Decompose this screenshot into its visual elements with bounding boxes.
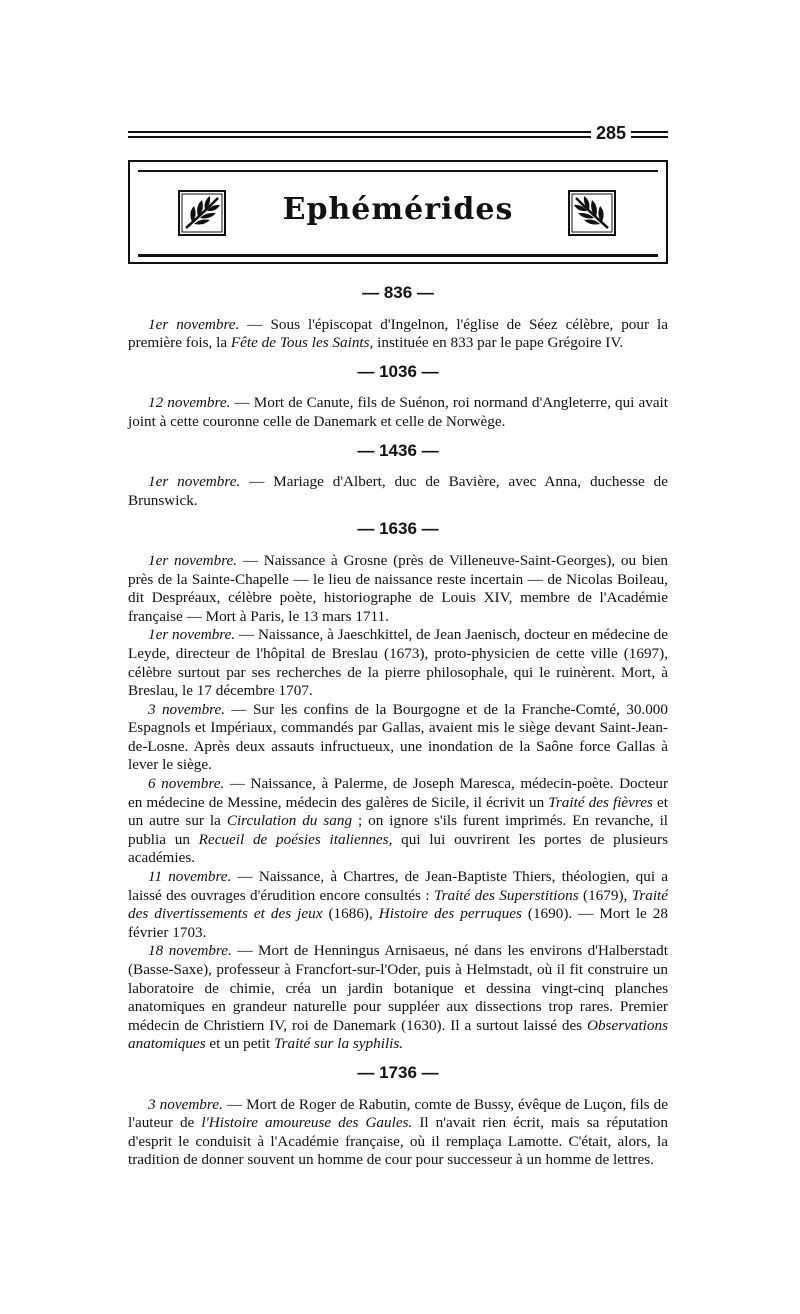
italic-title: Traité des Superstitions [433,886,579,904]
entry-text: instituée en 833 par le pape Grégoire IV. [373,334,624,352]
entry-date: 6 novembre. [148,775,225,793]
entry-date: 1er novembre. [148,473,241,491]
text-body [128,284,668,1170]
year-heading: — 1036 — [357,361,439,381]
entry-date: 11 novembre. [148,868,232,886]
entry-text: (1679), [578,886,632,904]
entry-text: — Naissance, à Chartres, de Jean-Baptiste Thiers, théologien, qui a laissé des ouvrages d'érudition encore consultés : [128,868,668,904]
entry-paragraph [128,473,668,510]
year-heading: — 1436 — [357,440,439,460]
entry-text: — Mort de Canute, fils de Suénon, roi normand d'Angleterre, qui avait joint à cette couronne celle de Danemark et celle de Norwège. [128,394,668,430]
entry-text: — Naissance, à Jaeschkittel, de Jean Jaenisch, docteur en médecine de Leyde, directeur de l'hôpital de Breslau (1673), proto-physicien de cette ville (1697), célèbre surtout par ses recherches de la pierre philosophale, qui le ruinèrent. Mort, à Breslau, le 17 décembre 1707. [128,626,668,700]
italic-title: Traité sur la syphilis. [273,1035,404,1053]
italic-title: l'Histoire amoureuse des Gaules. [201,1114,413,1132]
entry-paragraph [128,1096,668,1170]
entry-date: 12 novembre. [148,394,231,412]
page-number-rule [128,123,668,143]
entry-paragraph [128,316,668,353]
entry-text: — Sous l'épiscopat d'Ingelnon, l'église de Séez célèbre, pour la première fois, la [128,315,668,352]
entry-date: 3 novembre. [148,1095,223,1113]
year-heading: — 1636 — [357,519,439,539]
rule-line [631,136,668,138]
entry-paragraph [128,394,668,431]
italic-title: Recueil de poésies italiennes, [198,830,393,848]
italic-title: Traité des divertissements et des jeux [128,886,669,923]
italic-title: Histoire des perruques [378,905,522,923]
entry-text: — Mort de Roger de Rabutin, comte de Bussy, évêque de Luçon, fils de l'auteur de [128,1095,668,1132]
entry-text: — Naissance, à Palerme, de Joseph Maresca, médecin-poète. Docteur en médecine de Messine, médecin des galères de Sicile, il écrivit un [128,775,669,811]
italic-title: Circulation du sang [226,812,353,830]
section-title: Ephémérides [282,192,514,227]
entry-text: et un autre sur la [128,793,668,830]
entry-text: ; on ignore s'ils furent imprimés. En revanche, il publia un [128,812,669,848]
italic-title: Fête de Tous les Saints, [230,334,374,352]
year-heading: — 1736 — [357,1062,439,1082]
entry-paragraph [128,868,668,942]
entry-date: 3 novembre. [148,700,226,718]
entry-text: Il n'avait rien écrit, mais sa réputation d'esprit le conduisit à l'Académie française, où il remplaça Lamotte. C'était, alors, la tradition de donner souvent un homme de cour pour successeur à un homme de lettres. [128,1114,668,1169]
entry-text: (1686), [322,905,379,923]
entry-paragraph [128,701,668,775]
entry-text: — Naissance à Grosne (près de Villeneuve-Saint-Georges), ou bien près de la Sainte-Chapelle — le lieu de naissance reste incertain — de Nicolas Boileau, dit Despréaux, célèbre poète, historiographe de Louis XIV, membre de l'Académie française — Mort à Paris, le 13 mars 1711. [128,551,668,625]
italic-title: Observations anatomiques [128,1016,668,1053]
entry-text: qui lui ouvrirent les portes de plusieurs académies. [128,830,668,867]
page-number: 285 [596,123,627,143]
entry-text: — Mort de Henningus Arnisaeus, né dans les environs d'Halberstadt (Basse-Saxe), professeur à Francfort-sur-l'Oder, puis à Helmstadt, où il fit construire un laboratoire de chimie, créa un jardin botanique et dessina vingt-cinq planches anatomiques en grandeur naturelle pour suppléer aux dissections trop rares. Premier médecin de Christiern IV, roi de Danemark (1630). Il a surtout laissé des [128,942,668,1034]
entry-text: et un petit [205,1035,274,1053]
italic-title: Traité des fièvres [548,793,653,811]
entry-text: — Mariage d'Albert, duc de Bavière, avec Anna, duchesse de Brunswick. [128,473,668,509]
rule-line [128,136,591,138]
leaf-ornament-icon [568,190,616,236]
entry-date: 1er novembre. [148,626,236,644]
rule-line [128,131,591,133]
entry-paragraph [128,626,668,700]
entry-date: 1er novembre. [148,315,240,333]
entry-text: (1690). — Mort le 28 février 1703. [128,905,668,941]
entry-paragraph [128,552,668,626]
entry-text: — Sur les confins de la Bourgogne et de la Franche-Comté, 30.000 Espagnols et Impériaux, commandés par Gallas, avaient mis le siège devant Saint-Jean-de-Losne. Après deux assauts infructueux, une inondation de la Saône force Gallas à lever le siège. [128,700,668,774]
entry-date: 18 novembre. [148,942,232,960]
year-heading: — 836 — [362,283,434,302]
entry-paragraph [128,942,668,1054]
entry-date: 1er novembre. [148,551,238,569]
rule-line [631,131,668,133]
header-band [128,160,668,264]
entry-paragraph [128,775,668,868]
